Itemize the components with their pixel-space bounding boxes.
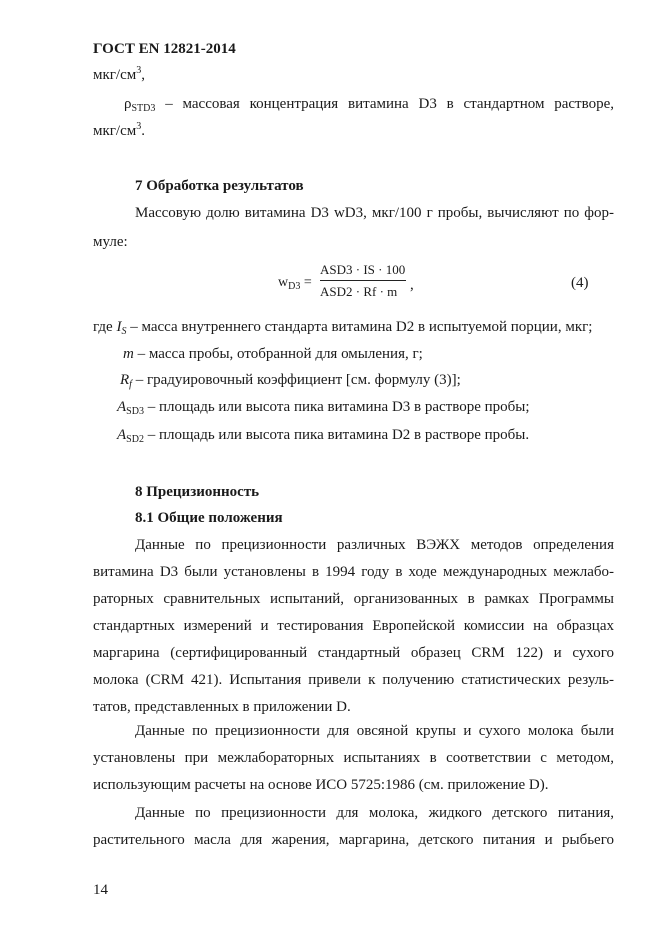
definition-item: m – масса пробы, отобранной для омыления, г; <box>123 346 423 362</box>
paragraph-line: раторных сравнительных испытаний, организованных в рамках Программы <box>93 591 614 607</box>
rho-symbol: ρ <box>124 96 132 112</box>
definition-item: где $I_S$ – масса внутреннего стандарта витамина D2 в испытуемой порции, мкг; <box>93 319 593 337</box>
formula-fraction <box>320 262 410 300</box>
paragraph-line: татов, представленных в приложении D. <box>93 699 351 715</box>
definition-item: $A_{SD3}$ – площадь или высота пика витамина D3 в растворе пробы; <box>117 399 530 417</box>
paragraph-line: стандартных измерений и тестирования Европейской комиссии на образцах <box>93 618 614 634</box>
formula-number: (4) <box>571 275 589 291</box>
paragraph-line: использующим расчеты на основе ИСО 5725:1986 (см. приложение D). <box>93 777 549 793</box>
paragraph-line: молока (CRM 421). Испытания привели к получению статистических резуль- <box>93 672 614 688</box>
unit-continuation: мкг/$см^3$, <box>93 65 145 83</box>
rho-unit: мкг/$см^3$. <box>93 121 145 139</box>
rho-definition: $\rho_{STD3}$ – массовая концентрация витамина D3 в стандартном растворе, <box>124 96 614 114</box>
section-7-paragraph-line: муле: <box>93 234 128 250</box>
paragraph-line: установлены при межлабораторных испытаниях в соответствии с методом, <box>93 750 614 766</box>
document-code: ГОСТ EN 12821-2014 <box>93 41 236 57</box>
paragraph-line: Данные по прецизионности для овсяной крупы и сухого молока были <box>135 723 614 739</box>
section-7-title: 7 Обработка результатов <box>135 178 304 194</box>
section-7-paragraph-line: Массовую долю витамина D3 wD3, мкг/100 г пробы, вычисляют по фор- <box>135 205 614 221</box>
paragraph-line: растительного масла для жарения, маргарина, детского питания и рыбьего <box>93 832 614 848</box>
paragraph-line: Данные по прецизионности для молока, жидкого детского питания, <box>135 805 614 821</box>
section-8-title: 8 Прецизионность <box>135 484 260 500</box>
paragraph-line: Данные по прецизионности различных ВЭЖХ методов определения <box>135 537 614 553</box>
formula-numerator: ASD3 · IS · 100 <box>320 262 406 277</box>
section-8-1-title: 8.1 Общие положения <box>135 510 283 526</box>
definition-item: $A_{SD2}$ – площадь или высота пика витамина D2 в растворе пробы. <box>117 427 530 445</box>
formula-comma: , <box>410 277 414 293</box>
formula-lhs: $w_{D3}$ = <box>278 275 312 292</box>
fraction-bar <box>320 280 406 281</box>
definition-item: $R_f$ – градуировочный коэффициент [см. формулу (3)]; <box>120 372 461 390</box>
paragraph-line: витамина D3 были установлены в 1994 году в ходе международных межлабо- <box>93 564 614 580</box>
page-number: 14 <box>93 882 108 898</box>
paragraph-line: маргарина (сертифицированный стандартный образец CRM 122) и сухого <box>93 645 614 661</box>
formula-denominator: ASD2 · Rf · m <box>320 284 398 299</box>
